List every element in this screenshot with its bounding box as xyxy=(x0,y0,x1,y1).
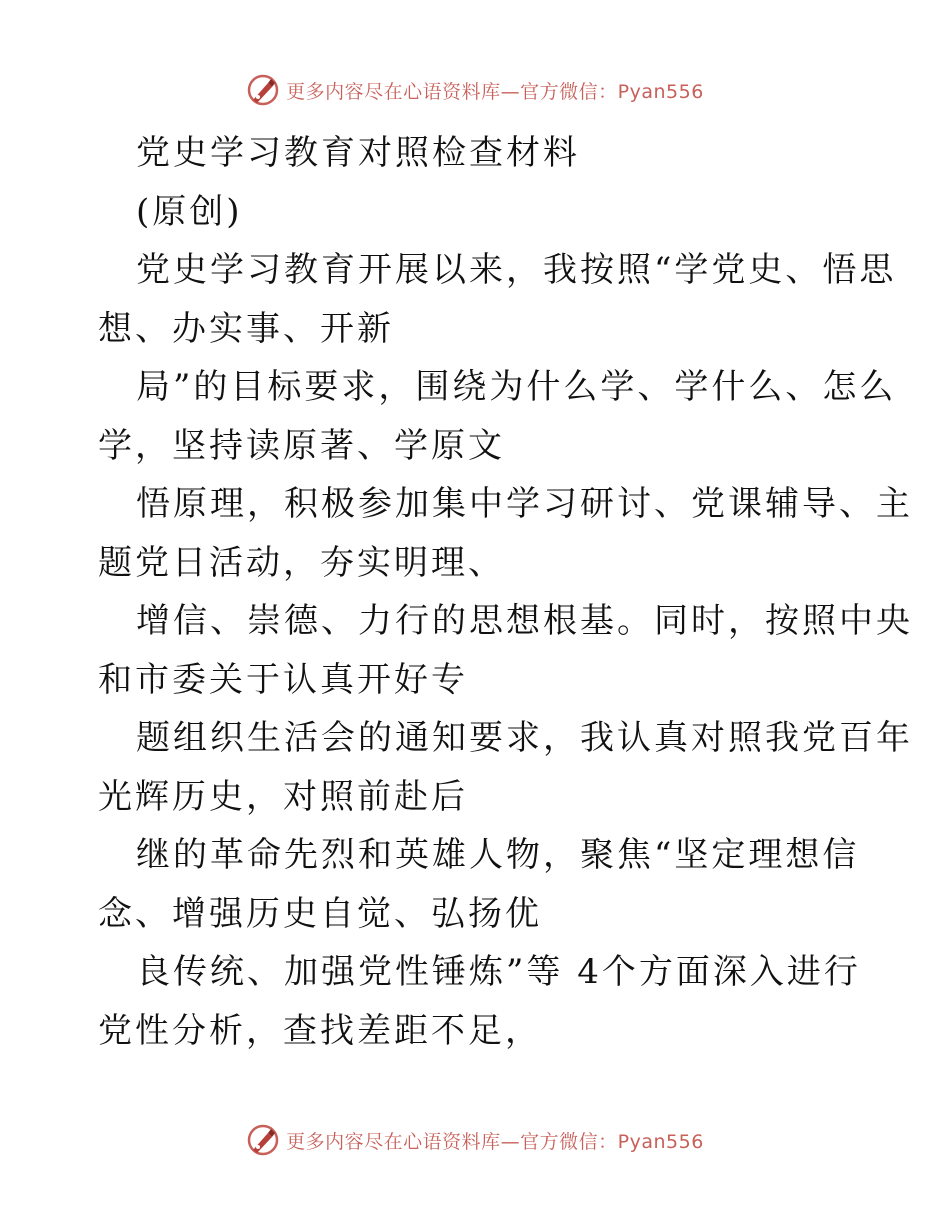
doc-title: 党史学习教育对照检查材料 xyxy=(136,133,580,173)
pen-logo-icon xyxy=(246,73,280,107)
watermark-text: 更多内容尽在心语资料库—官方微信：Pyan556 xyxy=(286,80,704,103)
text-line: 光辉历史，对照前赴后 xyxy=(98,776,468,817)
text-line: 悟原理，积极参加集中学习研讨、党课辅导、主 xyxy=(136,484,913,524)
text-line: 良传统、加强党性锤炼”等 4个方面深入进行 xyxy=(136,952,861,992)
text-line: 题党日活动，夯实明理、 xyxy=(98,542,505,583)
header-watermark-banner xyxy=(0,70,950,110)
text-line: 党史学习教育开展以来，我按照“学党史、悟思 xyxy=(136,250,897,290)
doc-subtitle: (原创) xyxy=(136,191,243,232)
footer-watermark-banner xyxy=(0,1120,950,1160)
text-line: 增信、崇德、力行的思想根基。同时，按照中央 xyxy=(136,601,913,641)
document-body xyxy=(98,124,913,1060)
watermark-text: 更多内容尽在心语资料库—官方微信：Pyan556 xyxy=(286,1130,704,1153)
text-line: 局”的目标要求，围绕为什么学、学什么、怎么 xyxy=(136,367,897,407)
text-line: 学，坚持读原著、学原文 xyxy=(98,425,505,466)
text-line: 念、增强历史自觉、弘扬优 xyxy=(98,893,542,934)
text-line: 党性分析，查找差距不足， xyxy=(98,1010,542,1051)
text-line: 想、办实事、开新 xyxy=(98,308,394,349)
text-line: 和市委关于认真开好专 xyxy=(98,659,468,700)
text-line: 继的革命先烈和英雄人物，聚焦“坚定理想信 xyxy=(136,835,860,875)
text-line: 题组织生活会的通知要求，我认真对照我党百年 xyxy=(136,718,913,758)
pen-logo-icon xyxy=(246,1123,280,1157)
